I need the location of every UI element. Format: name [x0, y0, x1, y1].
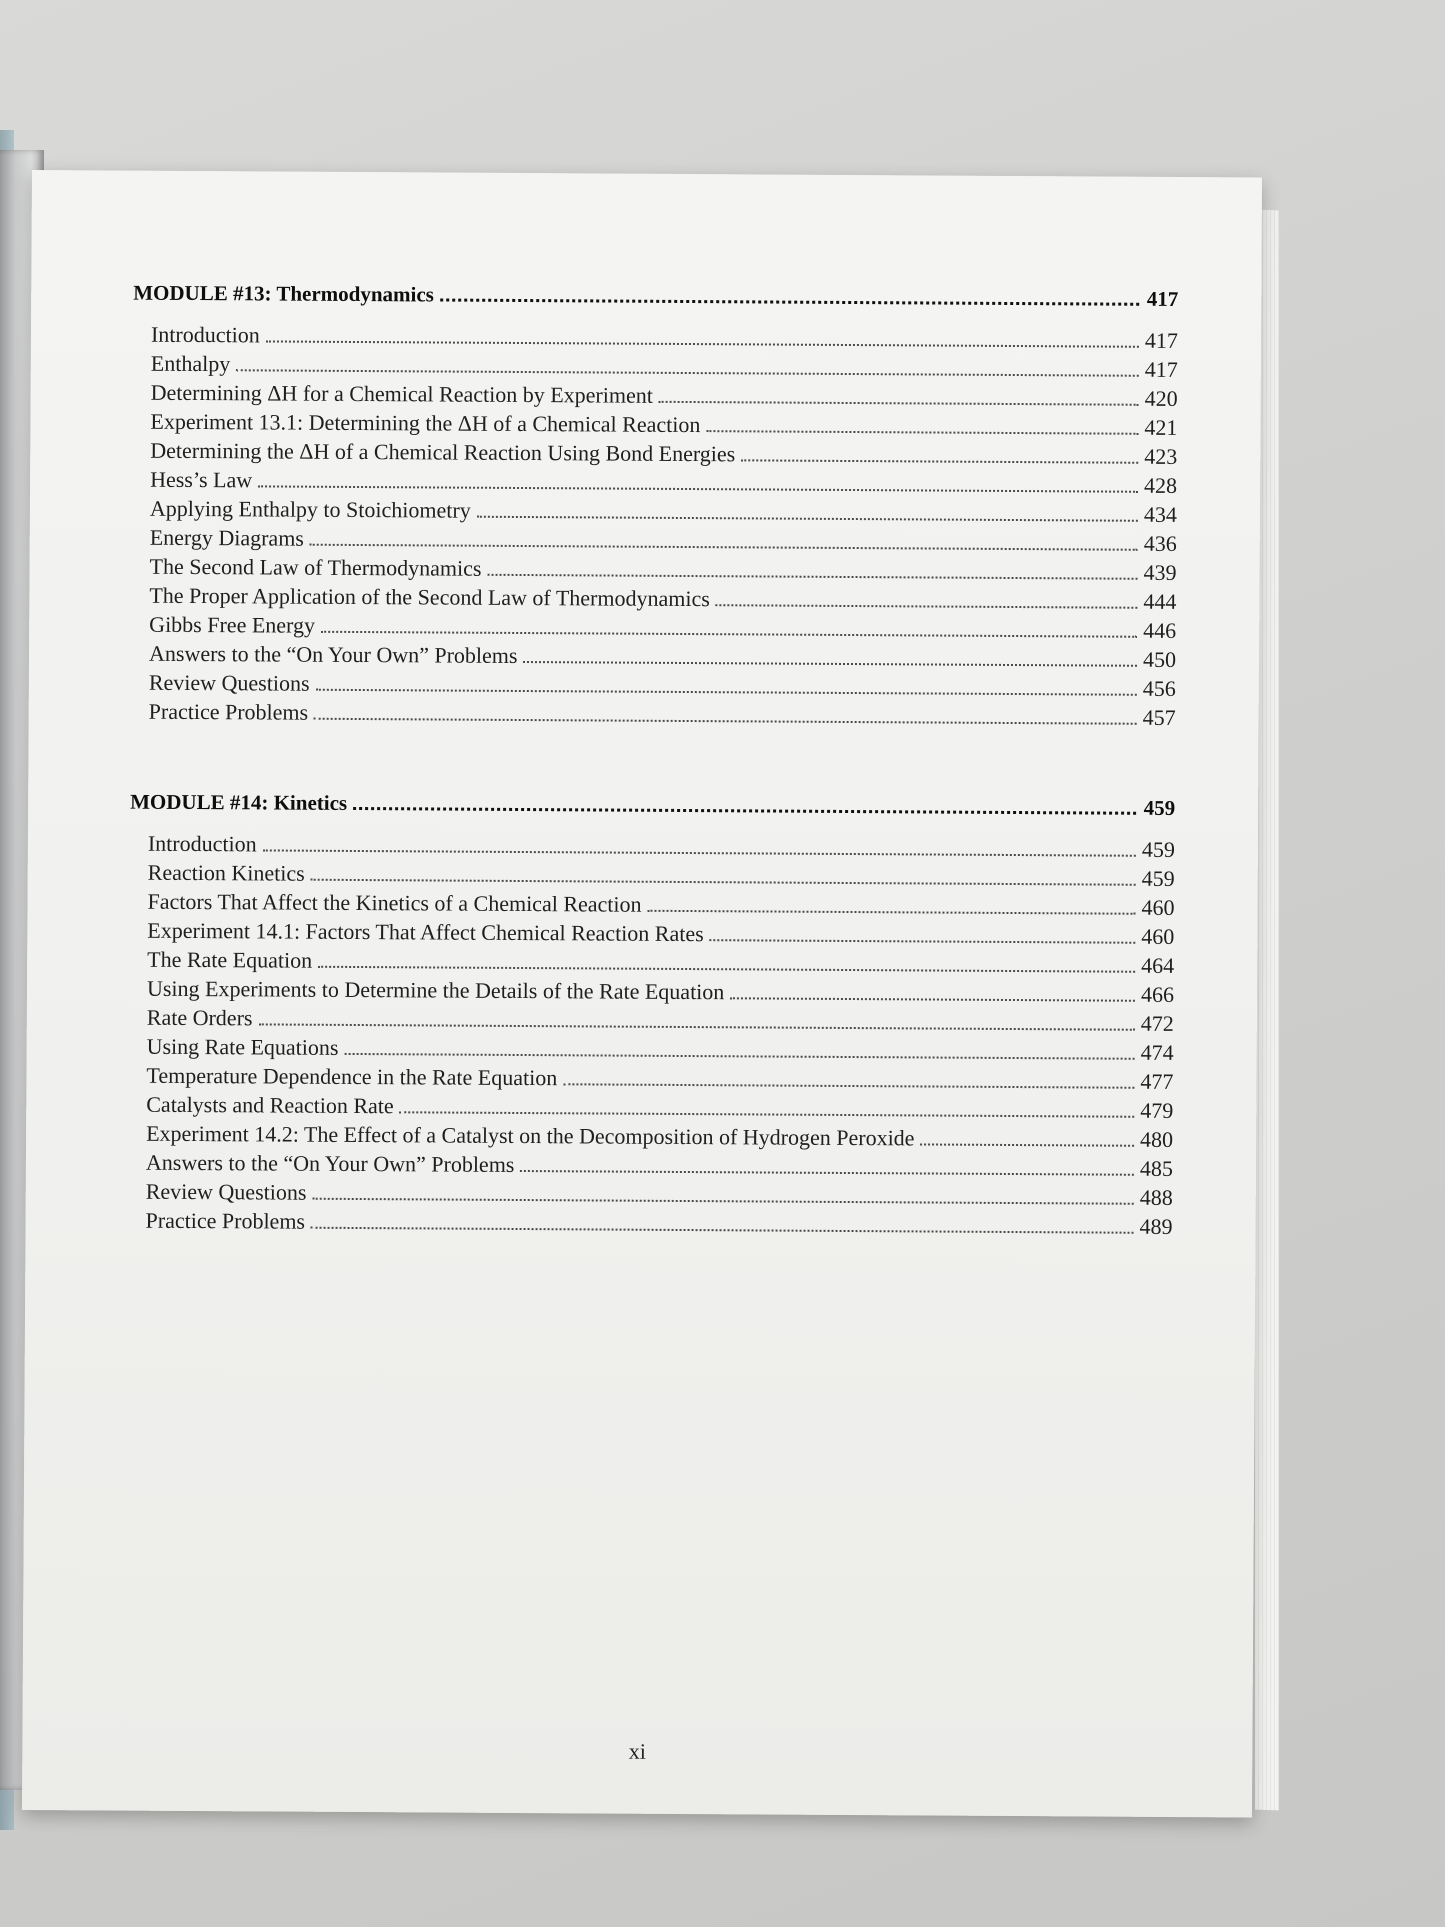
dot-leader — [321, 631, 1137, 638]
dot-leader — [312, 1198, 1133, 1205]
entry-page-number: 417 — [1144, 327, 1179, 354]
dot-leader — [311, 1227, 1134, 1234]
entry-label: Hess’s Law — [150, 466, 253, 493]
entry-page-number: 439 — [1143, 559, 1177, 585]
entry-page-number: 477 — [1140, 1068, 1174, 1094]
entry-label: Experiment 13.1: Determining the ΔH of a Chemical Reaction — [150, 408, 701, 438]
entry-label: The Proper Application of the Second Law of Thermodynamics — [149, 582, 710, 612]
dot-leader — [520, 1170, 1134, 1176]
dot-leader — [523, 661, 1137, 667]
entry-page-number: 485 — [1139, 1155, 1173, 1181]
entry-label: Experiment 14.2: The Effect of a Catalyst on the Decomposition of Hydrogen Peroxide — [146, 1120, 915, 1151]
entry-page-number: 459 — [1141, 865, 1175, 891]
entry-page-number: 464 — [1141, 952, 1175, 978]
dot-leader — [716, 604, 1138, 609]
entry-label: Gibbs Free Energy — [149, 611, 316, 638]
entry-label: Answers to the “On Your Own” Problems — [145, 1149, 515, 1177]
module-heading — [133, 281, 1178, 312]
entry-label: Review Questions — [145, 1178, 307, 1205]
entry-label: Review Questions — [148, 669, 310, 696]
entry-page-number: 420 — [1144, 385, 1178, 412]
entry-page-number: 417 — [1144, 356, 1178, 383]
entry-page-number: 434 — [1143, 501, 1177, 528]
entry-page-number: 459 — [1141, 836, 1175, 862]
entry-label: The Rate Equation — [147, 946, 313, 973]
dot-leader — [258, 1023, 1134, 1030]
toc-page — [22, 170, 1262, 1817]
entry-page-number: 479 — [1140, 1097, 1174, 1123]
entry-page-number: 472 — [1140, 1010, 1174, 1036]
dot-leader — [730, 997, 1135, 1001]
entry-page-number: 480 — [1140, 1126, 1174, 1152]
entry-page-number: 428 — [1144, 472, 1178, 499]
entry-label: Practice Problems — [148, 698, 309, 725]
dot-leader — [314, 718, 1137, 725]
entry-page-number: 474 — [1140, 1039, 1174, 1065]
entry-page-number: 446 — [1143, 617, 1177, 643]
entry-page-number: 421 — [1144, 414, 1178, 441]
entry-label: The Second Law of Thermodynamics — [149, 553, 482, 581]
entry-page-number: 456 — [1142, 675, 1176, 701]
module-title: MODULE #14: Kinetics — [130, 789, 348, 815]
entry-label: Energy Diagrams — [149, 524, 305, 551]
entry-label: Factors That Affect the Kinetics of a Chemical Reaction — [147, 888, 642, 917]
entry-page-number: 489 — [1139, 1213, 1173, 1239]
dot-leader — [563, 1083, 1134, 1088]
entry-page-number: 466 — [1140, 981, 1175, 1007]
entry-page-number: 444 — [1143, 588, 1177, 614]
dot-leader — [741, 459, 1138, 463]
entry-page-number: 488 — [1139, 1184, 1173, 1210]
dot-leader — [310, 544, 1138, 551]
dot-leader — [318, 966, 1135, 973]
dot-leader — [648, 910, 1136, 915]
module-page-number: 459 — [1143, 795, 1176, 820]
entry-page-number: 423 — [1144, 443, 1178, 470]
entry-label: Enthalpy — [150, 350, 231, 377]
module-page-number: 417 — [1146, 286, 1179, 312]
dot-leader — [266, 340, 1139, 347]
entry-page-number: 460 — [1141, 923, 1175, 949]
entry-label: Temperature Dependence in the Rate Equation — [146, 1062, 558, 1091]
entry-label: Catalysts and Reaction Rate — [146, 1091, 394, 1119]
entry-label: Practice Problems — [145, 1207, 306, 1234]
entry-label: Answers to the “On Your Own” Problems — [148, 640, 518, 668]
entry-page-number: 450 — [1142, 646, 1177, 672]
dot-leader — [659, 401, 1139, 406]
entry-label: Reaction Kinetics — [147, 859, 305, 886]
entry-label: Introduction — [150, 321, 260, 348]
dot-leader — [706, 430, 1138, 435]
entry-label: Rate Orders — [146, 1004, 253, 1031]
entry-label: Applying Enthalpy to Stoichiometry — [149, 495, 471, 523]
entry-page-number: 436 — [1143, 530, 1177, 556]
dot-leader — [236, 369, 1139, 377]
module-13 — [131, 281, 1179, 732]
dot-leader — [477, 516, 1138, 522]
dot-leader — [710, 939, 1136, 944]
dot-leader — [920, 1143, 1134, 1146]
dot-leader — [400, 1111, 1135, 1117]
entry-label: Using Rate Equations — [146, 1033, 339, 1060]
table-of-contents — [127, 281, 1178, 1305]
entry-page-number: 460 — [1141, 894, 1175, 920]
toc-entry — [149, 697, 1176, 732]
dot-leader — [263, 849, 1136, 856]
entry-label: Determining the ΔH of a Chemical Reaction Using Bond Energies — [150, 437, 736, 467]
toc-entry — [145, 1206, 1172, 1241]
module-entries — [127, 829, 1174, 1241]
dot-leader — [344, 1053, 1134, 1060]
module-title: MODULE #13: Thermodynamics — [133, 280, 434, 307]
entry-label: Determining ΔH for a Chemical Reaction by Experiment — [150, 379, 653, 408]
entry-label: Using Experiments to Determine the Details of the Rate Equation — [146, 975, 725, 1005]
dot-leader — [311, 879, 1136, 886]
entry-page-number: 457 — [1142, 704, 1176, 730]
dot-leader — [487, 574, 1137, 580]
dot-leader — [258, 485, 1138, 492]
entry-label: Introduction — [147, 830, 257, 857]
module-entries — [131, 320, 1178, 732]
dot-leader — [316, 689, 1137, 696]
dot-leader — [440, 298, 1139, 305]
module-14 — [127, 790, 1175, 1241]
page-number-footer: xi — [628, 1738, 646, 1764]
dot-leader — [353, 807, 1136, 815]
entry-label: Experiment 14.1: Factors That Affect Chemical Reaction Rates — [147, 917, 704, 947]
module-heading — [130, 790, 1175, 821]
